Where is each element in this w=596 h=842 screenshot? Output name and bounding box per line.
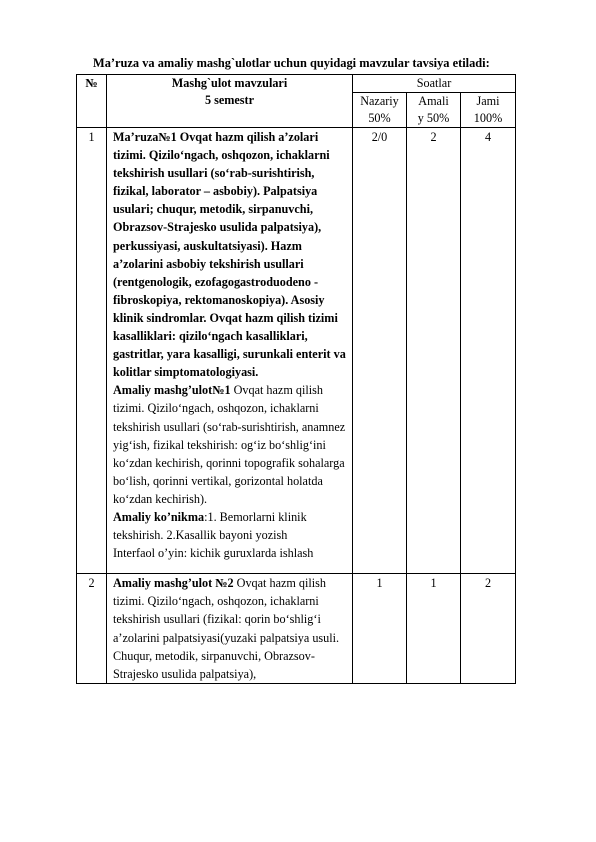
header-theory-percent: 50% <box>368 111 391 125</box>
lecture-text: Ovqat hazm qilish a’zolari tizimi. Qizilo‘ngach, oshqozon, ichaklarni tekshirish usullari (so‘rab-surishtirish, fizikal, laborator – asbobiy). Palpatsiya usulari; chuqur, metodik, sirpanuvchi, Obrazsov-Strajesko usulida palpatsiya), perkussiyasi, auskultatsiyasi). Hazm a’zolarini asbobiy tekshirish usullari (rentgenologik, ezofagogastroduodeno - fibroskopiya, rektomanoskopiya). Asosiy klinik sindromlar. Ovqat hazm qilish tizimi kasalliklari: qizilo‘ngach kasalliklari, gastritlar, yara kasalligi, surunkali enterit va kolitlar simptomatologiyasi. <box>113 130 346 380</box>
topics-table <box>76 74 516 684</box>
method-paragraph <box>113 508 349 544</box>
table-row <box>77 574 516 684</box>
header-total <box>461 93 516 128</box>
spacer <box>113 562 349 573</box>
row-topic <box>107 574 353 684</box>
row-theory-hours: 1 <box>353 574 407 684</box>
header-number: № <box>77 75 107 128</box>
row-number: 2 <box>77 574 107 684</box>
header-theory-label: Nazariy <box>360 94 399 108</box>
practical-text: Ovqat hazm qilish tizimi. Qizilo‘ngach, oshqozon, ichaklarni tekshirish usullari (fizikal: qorin bo‘shlig‘i a’zolarini palpatsiyasi(yuzaki palpatsiya usuli. Chuqur, metodik, sirpanuvchi, Obrazsov-Strajesko usulida palpatsiya), <box>113 576 340 681</box>
row-topic <box>107 128 353 574</box>
header-semester: 5 semestr <box>204 93 255 107</box>
practical-label: Amaliy mashg’ulot№1 <box>113 383 231 398</box>
header-practical-label: Amali <box>418 94 449 108</box>
interactive-text: Interfaol o’yin: kichik guruxlarda ishlash <box>113 546 314 561</box>
practical-paragraph <box>113 381 349 508</box>
table-row <box>77 128 516 574</box>
header-topics <box>107 75 353 128</box>
row-total-hours: 4 <box>461 128 516 574</box>
lecture-label: Ma’ruza№1 <box>113 130 177 144</box>
header-total-label: Jami <box>476 94 500 108</box>
header-practical-percent: y 50% <box>417 111 450 125</box>
header-total-percent: 100% <box>473 111 503 125</box>
row-practical-hours: 1 <box>407 574 461 684</box>
header-topics-title: Mashg`ulot mavzulari <box>171 76 288 90</box>
header-theory <box>353 93 407 128</box>
row-practical-hours: 2 <box>407 128 461 574</box>
header-practical <box>407 93 461 128</box>
method-label: Amaliy ko’nikma <box>113 509 205 524</box>
lecture-paragraph <box>113 128 349 381</box>
page-title: Ma’ruza va amaliy mashg`ulotlar uchun quyidagi mavzular tavsiya etiladi: <box>93 56 490 70</box>
row-theory-hours: 2/0 <box>353 128 407 574</box>
header-hours: Soatlar <box>353 75 516 93</box>
method-text: :1. Bemorlarni klinik tekshirish. 2.Kasallik bayoni yozish <box>113 509 307 543</box>
row-number: 1 <box>77 128 107 574</box>
practical-paragraph <box>113 574 349 683</box>
practical-text: Ovqat hazm qilish tizimi. Qizilo‘ngach, oshqozon, ichaklarni tekshirish usullari (so‘rab-surishtirish, anamnez yig‘ish, fizikal tekshirish: og‘iz bo‘shlig‘ini ko‘zdan kechirish, qorinni topografik sohalarga bo‘lish, qorinni vertikal, gorizontal holatda ko‘zdan kechirish). <box>113 383 346 506</box>
row-total-hours: 2 <box>461 574 516 684</box>
practical-label: Amaliy mashg’ulot №2 <box>113 576 234 591</box>
